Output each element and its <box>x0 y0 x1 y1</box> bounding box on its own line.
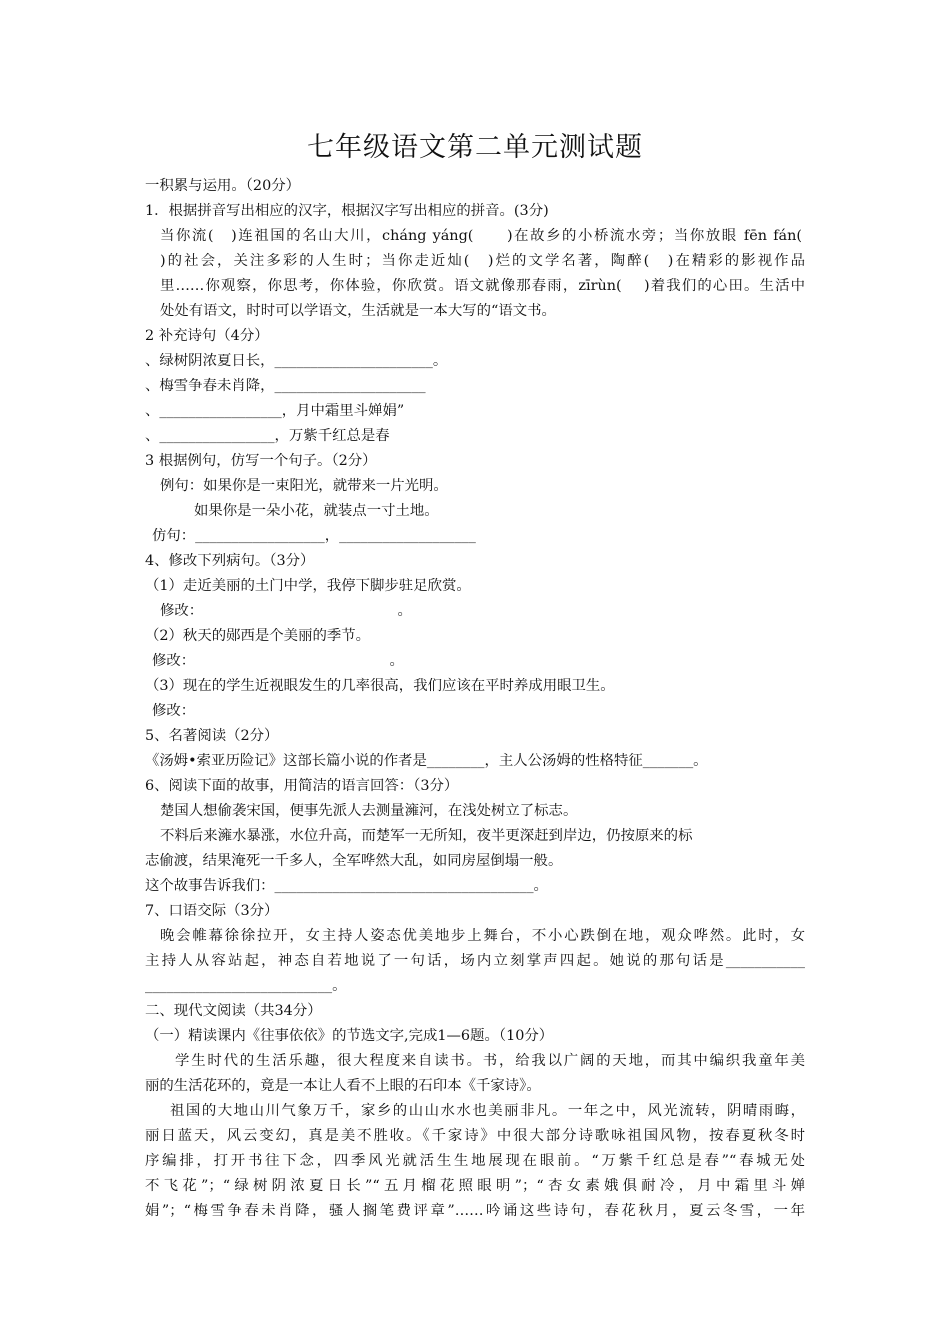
page-title: 七年级语文第二单元测试题 <box>307 132 643 163</box>
story-line-1: 楚国人想偷袭宋国，便事先派人去测量澭河，在浅处树立了标志。 <box>160 803 578 819</box>
question-6-heading: 6、阅读下面的故事，用简洁的语言回答：（3分） <box>145 778 459 794</box>
story-line-2: 不料后来澭水暴涨，水位升高，而楚军一无所知，夜半更深赶到岸边，仍按原来的标 <box>160 828 693 844</box>
sick-sentence-2: （2）秋天的郧西是个美丽的季节。 <box>145 628 371 644</box>
poem-line-2: 、梅雪争春未肖降，_____________________ <box>145 378 426 394</box>
poem-line-4: 、________________，万紫千红总是春 <box>145 428 390 444</box>
question-1-line-1: 当你流( )连祖国的名山大川，cháng yáng( )在故乡的小桥流水旁；当你放眼 fēn fán( <box>160 228 802 244</box>
passage-line-1: 学生时代的生活乐趣，很大程度来自读书。书，给我以广阔的天地，而其中编织我童年美 <box>175 1053 805 1069</box>
oral-line-1: 晚会帷幕徐徐拉开，女主持人姿态优美地步上舞台，不小心跌倒在地，观众哗然。此时，女 <box>160 928 805 944</box>
question-1-prompt: 1．根据拼音写出相应的汉字，根据汉字写出相应的拼音。(3分) <box>145 203 549 219</box>
correction-1: 修改： 。 <box>160 603 412 619</box>
reading-1-heading: （一）精读课内《往事依依》的节选文字,完成1—6题。（10分） <box>145 1028 554 1044</box>
question-1-line-4: 处处有语文，时时可以学语文，生活就是一本大写的“语文书。 <box>160 303 556 319</box>
story-line-3: 志偷渡，结果淹死一千多人，全军哗然大乱，如同房屋倒塌一般。 <box>145 853 563 869</box>
question-1-line-2: )的社会，关注多彩的人生时；当你走近灿( )烂的文学名著，陶醉( )在精彩的影视作品 <box>160 253 805 269</box>
question-5-text: 《汤姆•索亚历险记》这部长篇小说的作者是________，主人公汤姆的性格特征_______。 <box>145 753 708 769</box>
question-1-line-3: 里……你观察，你思考，你体验，你欣赏。语文就像那春雨，zīrùn( )着我们的心田。生活中 <box>160 278 805 294</box>
example-sentence-2: 如果你是一朵小花，就装点一寸土地。 <box>194 503 439 519</box>
passage-line-3: 祖国的大地山川气象万千，家乡的山山水水也美丽非凡。一年之中，风光流转，阴晴雨晦， <box>170 1103 805 1119</box>
sick-sentence-1: （1）走近美丽的土门中学，我停下脚步驻足欣赏。 <box>145 578 471 594</box>
example-sentence-1: 例句：如果你是一束阳光，就带来一片光明。 <box>160 478 448 494</box>
question-4-heading: 4、修改下列病句。（3分） <box>145 553 315 569</box>
oral-line-2: 主持人从容站起，神态自若地说了一句话，场内立刻掌声四起。她说的那句话是___________ <box>145 953 805 969</box>
passage-line-7: 娟”；“梅雪争春未肖降，骚人搁笔费评章”……吟诵这些诗句，春花秋月，夏云冬雪，一年 <box>145 1203 805 1219</box>
poem-line-1: 、绿树阴浓夏日长，______________________。 <box>145 353 448 369</box>
passage-line-2: 丽的生活花环的，竟是一本让人看不上眼的石印本《千家诗》。 <box>145 1078 541 1094</box>
sick-sentence-3: （3）现在的学生近视眼发生的几率很高，我们应该在平时养成用眼卫生。 <box>145 678 615 694</box>
correction-3: 修改： <box>152 703 196 719</box>
question-7-heading: 7、口语交际（3分） <box>145 903 279 919</box>
question-2-heading: 2 补充诗句（4分） <box>145 328 269 344</box>
section-2-heading: 二、现代文阅读（共34分） <box>145 1003 322 1019</box>
story-answer: 这个故事告诉我们：____________________________________。 <box>145 878 548 894</box>
poem-line-3: 、_________________，月中霜里斗婵娟” <box>145 403 405 419</box>
passage-line-6: 不飞花”；“绿树阴浓夏日长”“五月榴花照眼明”；“杏女素娥俱耐冷，月中霜里斗婵 <box>145 1178 805 1194</box>
passage-line-4: 丽日蓝天，风云变幻，真是美不胜收。《千家诗》中很大部分诗歌咏祖国风物，按春夏秋冬时 <box>145 1128 805 1144</box>
passage-line-5: 序编排，打开书往下念，四季风光就活生生地展现在眼前。“万紫千红总是春”“春城无处 <box>145 1153 805 1169</box>
oral-line-3: __________________________。 <box>145 978 347 994</box>
correction-2: 修改： 。 <box>152 653 404 669</box>
question-3-heading: 3 根据例句，仿写一个句子。（2分） <box>145 453 377 469</box>
imitation-sentence: 仿句：__________________，___________________ <box>152 528 476 544</box>
question-5-heading: 5、名著阅读（2分） <box>145 728 279 744</box>
section-1-heading: 一积累与运用。（20分） <box>145 178 301 194</box>
